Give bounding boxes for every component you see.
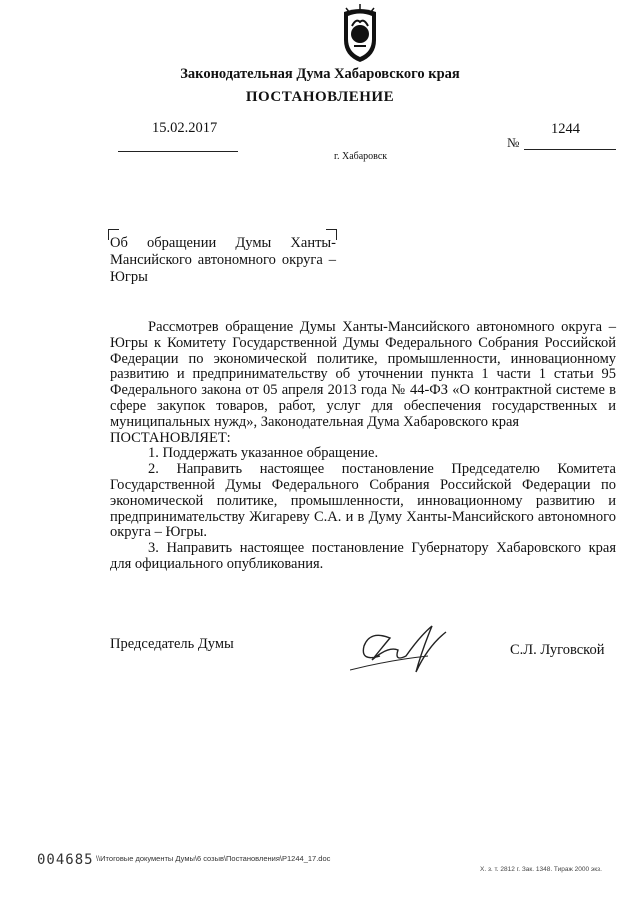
signatory-name: С.Л. Луговской (510, 642, 605, 658)
number-underline (524, 149, 616, 150)
body-paragraph-resolves: ПОСТАНОВЛЯЕТ: (110, 429, 231, 446)
coat-of-arms-icon (334, 4, 386, 66)
signatory-title: Председатель Думы (110, 636, 234, 652)
date-underline (118, 151, 238, 152)
organization-name: Законодательная Дума Хабаровского края (180, 66, 460, 82)
document-date: 15.02.2017 (152, 120, 218, 136)
registration-stamp-number: 004685 (37, 852, 94, 868)
print-info: Х. з. т. 2812 г. Зак. 1348. Тираж 2000 экз. (480, 866, 602, 873)
document-body (110, 320, 616, 573)
document-number: 1244 (551, 121, 580, 137)
body-paragraph-item-1: 1. Поддержать указанное обращение. (148, 445, 379, 462)
handwritten-signature (350, 616, 460, 682)
document-type: ПОСТАНОВЛЕНИЕ (245, 89, 395, 105)
document-subject: Об обращении Думы Ханты-Мансийского автономного округа – Югры (110, 235, 336, 285)
document-city: г. Хабаровск (334, 151, 388, 162)
number-sign: № (507, 135, 520, 150)
body-paragraph-item-3: 3. Направить настоящее постановление Губернатору Хабаровского края для официального опубликования. (110, 540, 616, 572)
file-path: \\Итоговые документы Думы\6 созыв\Постановления\P1244_17.doc (96, 854, 331, 863)
body-paragraph-preamble: Рассмотрев обращение Думы Ханты-Мансийского автономного округа – Югры к Комитету Государственной Думы Федерального Собрания Российской Федерации по экономической политике, промышленности, инновационному развитию и предпринимательству об уточнении пункта 1 части 1 статьи 95 Федерального закона от 05 апреля 2013 года № 44-ФЗ «О контрактной системе в сфере закупок товаров, работ, услуг для обеспечения государственных и муниципальных нужд», Законодательная Дума Хабаровского края (110, 319, 616, 430)
body-paragraph-item-2: 2. Направить настоящее постановление Председателю Комитета Государственной Думы Федерального Собрания Российской Федерации по экономической политике, промышленности, инновационному развитию и предпринимательству Жигареву С.А. и в Думу Ханты-Мансийского автономного округа – Югры. (110, 461, 616, 541)
